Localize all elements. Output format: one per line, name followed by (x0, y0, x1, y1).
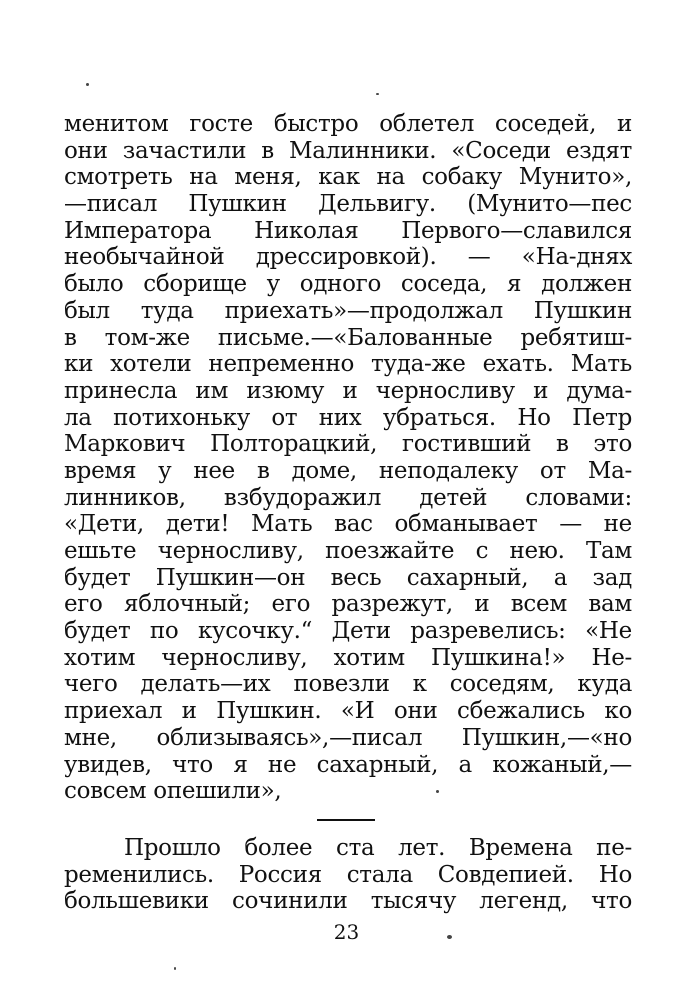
text-line: приехал и Пушкин. «И они сбежались ко (64, 698, 632, 725)
page-body (64, 111, 632, 915)
text-line: они зачастили в Малинники. «Соседи ездят (64, 137, 632, 164)
section-divider (317, 819, 375, 821)
scan-speck (174, 967, 176, 970)
text-line: будет по кусочку.“ Дети разревелись: «Не (64, 618, 632, 645)
text-line: ременились. Россия стала Совдепией. Но (64, 861, 632, 888)
text-line: менитом госте быстро облетел соседей, и (64, 111, 632, 137)
text-line: чего делать—их повезли к соседям, куда (64, 671, 632, 698)
paragraph-1 (64, 111, 632, 805)
text-line: в том-же письме.—«Балованные ребятиш- (64, 324, 632, 351)
page-number: 23 (333, 920, 360, 944)
text-line: «Дети, дети! Мать вас обманывает — не (64, 511, 632, 538)
text-line: принесла им изюму и черносливу и дума- (64, 377, 632, 404)
text-line: увидев, что я не сахарный, а кожаный,— (64, 751, 632, 778)
text-line: линников, взбудоражил детей словами: (64, 484, 632, 511)
scan-speck (436, 790, 439, 793)
text-line: хотим черносливу, хотим Пушкина!» Не- (64, 644, 632, 671)
text-line: ешьте черносливу, поезжайте с нею. Там (64, 538, 632, 564)
scan-speck (86, 83, 89, 86)
text-line: необычайной дрессировкой). — «На-днях (64, 244, 632, 271)
text-line: время у нее в доме, неподалеку от Ма- (64, 457, 632, 484)
text-line: большевики сочинили тысячу легенд, что (64, 888, 632, 915)
text-line: будет Пушкин—он весь сахарный, а зад (64, 564, 632, 591)
text-line: Прошло более ста лет. Времена пе- (124, 834, 632, 861)
text-line: —писал Пушкин Дельвигу. (Мунито—пес (64, 191, 632, 218)
text-line: ки хотели непременно туда-же ехать. Мать (64, 351, 632, 378)
text-line: его яблочный; его разрежут, и всем вам (64, 591, 632, 618)
text-line: Императора Николая Первого—славился (64, 217, 632, 244)
text-line: совсем опешили», (64, 778, 282, 805)
text-line: был туда приехать»—продолжал Пушкин (64, 297, 632, 324)
text-line: смотреть на меня, как на собаку Мунито», (64, 164, 632, 191)
text-line: ла потихоньку от них убраться. Но Петр (64, 404, 632, 431)
scan-speck (447, 935, 452, 939)
scan-speck (376, 93, 379, 95)
paragraph-2 (64, 835, 632, 915)
text-line: было сборище у одного соседа, я должен (64, 271, 632, 298)
text-line: Маркович Полторацкий, гостивший в это (64, 431, 632, 458)
text-line: мне, облизываясь»,—писал Пушкин,—«но (64, 724, 632, 751)
